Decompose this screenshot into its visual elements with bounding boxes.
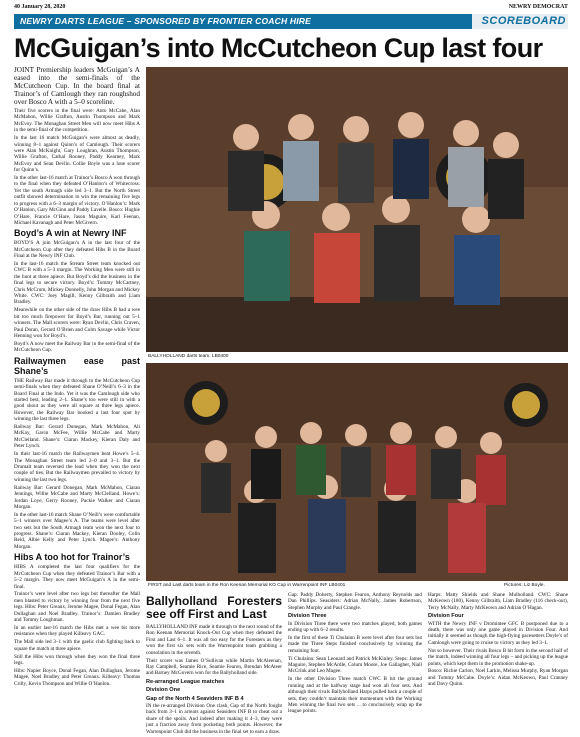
paragraph: Harps: Matty Shields and Shane Mulholland. CWC: Shane McKeown (180), Kenny Gilbraith, Liam Bradley (116 check-out), Terry McNally, Marty McKeown and Adrian O’Hagan.	[428, 592, 568, 611]
first-and-last-team-photo	[146, 363, 568, 581]
paragraph: Boyd’s A now meet the Railway Bar in the semi-final of the McCutcheon Cup.	[14, 340, 140, 354]
paragraph: Bosco: Richie Carlon, Noel Larkin, Melissa Murphy, Ryan Morgan and Tommy McCabe. Doyle’s: Aidan McKeown, Paul Cranney and Davy Quinn.	[428, 668, 568, 688]
paragraph: In their last-16 match the Railwaymen beat Howe’s 5–4. The Monaghan Street team led 2–0 and 3–1. But the Drumalt team reversed the lead when they won the next couple of ties. But the Railwaymen prevailed to victory by winning the last two legs.	[14, 451, 140, 483]
subhead-division-one: Division One	[146, 687, 181, 694]
paragraph: The Mall side led 3–1 with the gaelic club fighting back to square the match at three apiece.	[14, 639, 140, 652]
paragraph: In the other Division Three match CWC B hit the ground running and at the halfway stage had won all four sets. And although their rivals Ballyholland Harps pulled back a couple of sets, they couldn’t maintain their momentum with the Working Men winning the final two sets ... to conclusively wrap up the league points.	[288, 676, 422, 715]
paragraph: Their five scorers in the final were: Anto McCabe, Alan McMahon, Willie Grafton, Austin Thompson and Mark McEvoy. The Monaghan Street Men will now meet Hibs A in the semi-final of the competition.	[14, 108, 140, 134]
paragraph: BALLYHOLLAND INF made it through to the next round of the Ron Keenan Memorial Knock-Out Cup when they defeated the First and Last 6–1. It was all too easy for the Foresters as they won the first six sets with the Warrenpoint team grabbing a consolation in the seventh.	[146, 624, 282, 656]
paragraph: Tí Chulainn: Sean Leonard and Patrick McKinley. Steps: James Maguire, Stephen McArdle, Colum Moore, Joe Gallagher, Niall McCrink and Leo Magee.	[288, 655, 422, 675]
paragraph: In Division Three there were two matches played, both games ending up with 6–2 results.	[288, 620, 422, 634]
subhead-division-four: Division Four	[428, 613, 464, 620]
paragraph: Not so however. Their rivals Bosco B hit form in the second half of the match, indeed winning all four legs – and picking up the league points, which kept them in the promotion shake-up.	[428, 647, 568, 667]
paragraph: Railway Bar: Gerard Donegan, Mark McMahon, Ciaran Jennings, Willie McCabe and Marty McClelland. Howe’s: Jordan Loye, Gerry Rooney, Packie Walker and Ciaran Morgan.	[14, 484, 140, 510]
bottom-column-1	[146, 592, 282, 735]
banner-title: NEWRY DARTS LEAGUE – SPONSORED BY FRONTIER COACH HIRE	[14, 14, 472, 29]
paragraph: Still the Hibs won through when they won the final three legs.	[14, 653, 140, 666]
page-body	[14, 66, 568, 735]
paragraph: Trainor’s were level after two legs but thereafter the Mall men blasted to victory by winning four from the next five legs. Hibs: Peter Greaux, Jerome Magee, Donal Fegan, Alan Dullaghan and Noel Bradley. Trainor’s: Damien Bradley and Tommy Loughman.	[14, 591, 140, 624]
subhead-results: Re-arranged League matches	[146, 678, 225, 685]
bottom-column-3	[428, 592, 568, 726]
paragraph: Hibs: Napier Boyce, Donal Fegan, Alan Dullaghan, Jerome Magee, Noel Bradley and Peter Greaux. Killeavy: Thomas Crilly, Kevin Thompson and Willie O’Hanlon.	[14, 667, 140, 687]
section-logo: SCOREBOARD	[472, 14, 568, 29]
paragraph: In the other last-16 match Shane O’Neill’s were comfortable 5–1 winners over Magee’s A. The teams were level after two sets but the South Armagh team won the next four to progress. Shane’s: Ciaran Mackey, Kieran Dooley, Colin Reid, Albie Kelly and Peter Lynch. Magee’s: Anthony Morgan.	[14, 511, 140, 550]
left-column	[14, 66, 140, 726]
paragraph: BOYD’S A join McGuigan’s A in the last four of the McCutcheon Cup after they defeated Hibs B in the Board Final at the Newry INF Club.	[14, 240, 140, 260]
top-photo-caption: BALLYHOLLAND darts team. LB0400	[148, 354, 229, 359]
bottom-column-2	[288, 592, 422, 726]
paragraph: In the first of these Tí Chulainn B were level after four sets but made the Three Steps finished conclusively by winning the remaining four.	[288, 634, 422, 654]
paragraph: IN the re-arranged Division One clash, Gap of the North fought back from 3–1 in arrears against Seasiders INF B to cheat out a share of the spoils. And indeed after making it 4–3, they were just a fraction away from pocketing both points. However, the Warrenpoint Club did the business in the final set to earn a draw.	[146, 702, 282, 735]
subhead-boyds: Boyd’s A win at Newry INF	[14, 228, 127, 239]
subhead-ballyholland: Ballyholland Foresters see off First and Last	[146, 594, 282, 621]
subhead-railway: Railwaymen ease past Shane’s	[14, 355, 140, 376]
bottom-photo-caption: FIRST and Last darts team in the Ron Keenan Memorial KO Cup in Warrenpoint INF LB0401	[148, 583, 346, 588]
paragraph: In the last 16 match McGuigan’s were almost as deadly, winning 8–1 against Quinn’s of Camlough. Their scorers were Alan McKnight, Gary Loughran, Austin Thompson, Willie Grafton, Cathal Rooney, Paddy Kearney, Mark McEvoy and Sean Devlin. Collie Boyle was a lone scorer for Quinn’s.	[14, 135, 140, 174]
section-banner	[14, 14, 568, 29]
folio-line	[14, 4, 568, 13]
paragraph: In the last-16 match the Stream Street team knocked out CWC B with a 5–3 margin. The Working Men were still in the hunt at three apiece. But Boyd’s did the business in the final legs to secure victory. Boyd’s: Tommy McCartney, Chris McCrum, Mickey Donnelly, John Morgan and Mickey White. CWC: Joey Magill, Kenny Gilbraith and Liam Bradley.	[14, 261, 140, 306]
paper-name: NEWRY DEMOCRAT	[508, 4, 568, 10]
ballyholland-team-photo	[146, 67, 568, 352]
page-date: 40 January 28, 2020	[14, 4, 66, 10]
paragraph: WITH the Newry INF v Dromintee GFC B postponed due to a death, there was only one game played in Division Four. And initially it seemed as though the high-flying pacesetters Doyle’s of Camlough were going to cruise to victory as they led 3–1.	[428, 620, 568, 646]
paragraph: Railway Bar: Gerard Donegan, Mark McMahon, Ali McKay, Gavin McFee, Willie McCabe and Marty McClelland. Shane’s: Ciaran Mackey, Kieran Daly and Peter Lynch.	[14, 424, 140, 450]
paragraph: HIBS A completed the last four qualifiers for the McCutcheon Cup when they defeated Trainor’s Bar with a 5–2 margin. They now meet McGuigan’s A in the semi-final.	[14, 564, 140, 590]
paragraph: In an earlier last-16 match the Hibs met a wee bit more resistance when they played Killeavy GAC.	[14, 624, 140, 638]
subhead-hibs: Hibs A too hot for Trainor’s	[14, 552, 130, 563]
subhead-division-three: Division Three	[288, 613, 327, 620]
paragraph: In the other last-16 match at Trainor’s Bosco A won through to the final when they defeated O’Hanlon’s of Whitecross. Yet the south Armagh side led 3–1. But the North Street outfit showed determination to win the remaining five legs to progress with a 6–3 margin of victory. O’Hanlon’s: Mark O’Hanlon, Gary McGinn and Paddy Lavelle. Bosco: Hughie O’Hare, Francie O’Hare, Jason Maguire, Karl Feenan, Michael Kavanagh and Peter McGivern.	[14, 175, 140, 226]
article-lead: JOINT Premiership leaders McGuigan’s A eased into the semi-finals of the McCutcheon Cup. In the board final at Trainor’s of Camlough they ran roughshod over Bosco A with a 5–0 scoreline.	[14, 66, 140, 106]
photo-credit: Pictures: Liz Boyle.	[504, 583, 545, 588]
paragraph: Meanwhile on the other side of the draw Hibs B had a wee bit too much firepower for Boyd’s Bar, running out 5–1 winners. The Mall scorers were: Ryan Devlin, Chris Craven, Paul Doran, Gerard O’Brien and Colm Savage while Victor Henning won for Boyd’s.	[14, 307, 140, 339]
subhead-gap-result: Gap of the North 4 Seaviders INF B 4	[146, 695, 244, 702]
paragraph: THE Railway Bar made it through to the McCutcheon Cup semi-finals when they defeated Shane O’Neill’s 6–3 in the Board Final at the Indo. Yet it was the Camlough side who started best, leading 2–1. Shane’s too were still in with a good shout as they were all square at three legs apiece. However, the Railway Bar booked a last four spot by winning the last three legs.	[14, 377, 140, 423]
paragraph: Gap: Paddy Doherty, Stephen Fearon, Anthony Reynolds and Dan Phillips. Seasiders: Adrian McNally, James Robertson, Stephen Murphy and Paul Crangle.	[288, 592, 422, 611]
main-headline: McGuigan’s into McCutcheon Cup last four	[14, 33, 543, 63]
paragraph: Their scorer was James O’Sullivan while Martin McAleenan, Ray Campbell, Seamie Rice, Seamie Fearon, Brendan McAteer and Barney McGovern won for the Ballyholland side.	[146, 657, 282, 677]
